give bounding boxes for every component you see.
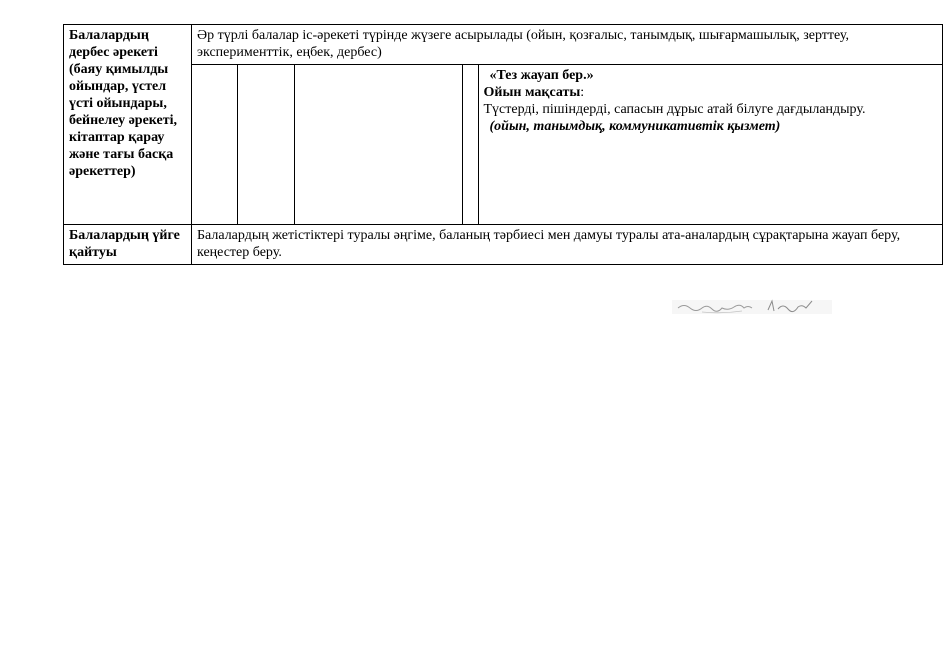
row-description-independent-activity: Әр түрлі балалар іс-әрекеті түрінде жүзеге асырылады (ойын, қозғалыс, танымдық, шығармашылық, зерттеу, эксперименттік, еңбек, дербес) — [192, 25, 943, 65]
signature-image — [672, 296, 832, 318]
game-goal-line — [484, 84, 939, 101]
day-cell-empty — [192, 65, 237, 224]
game-title: «Тез жауап бер.» — [489, 68, 594, 83]
game-goal-label: Ойын мақсаты — [483, 85, 581, 100]
day-cell-empty — [462, 65, 478, 224]
day-cell-empty — [237, 65, 294, 224]
table-row — [64, 25, 943, 65]
row-header-going-home: Балалардың үйге қайтуы — [64, 225, 192, 265]
day-columns-table — [192, 65, 942, 224]
table-row — [64, 225, 943, 265]
schedule-table — [63, 24, 943, 265]
game-goal-colon: : — [580, 85, 585, 100]
game-goal-text: Түстерді, пішіндерді, сапасын дұрыс атай білуге дағдыландыру. — [483, 102, 866, 117]
game-cell — [478, 65, 942, 224]
day-columns-cell — [192, 65, 943, 225]
row-header-independent-activity: Балалардың дербес әрекеті (баяу қимылды ойындар, үстел үсті ойындары, бейнелеу әрекеті, кітаптар қарау және тағы басқа әрекеттер) — [64, 25, 192, 225]
row-description-going-home: Балалардың жетістіктері туралы әңгіме, баланың тәрбиесі мен дамуы туралы ата-аналардың сұрақтарына жауап беру, кеңестер беру. — [192, 225, 943, 265]
game-activity-note: (ойын, танымдық, коммуникативтік қызмет) — [489, 119, 781, 134]
day-cell-empty — [294, 65, 462, 224]
table-row — [64, 65, 943, 225]
